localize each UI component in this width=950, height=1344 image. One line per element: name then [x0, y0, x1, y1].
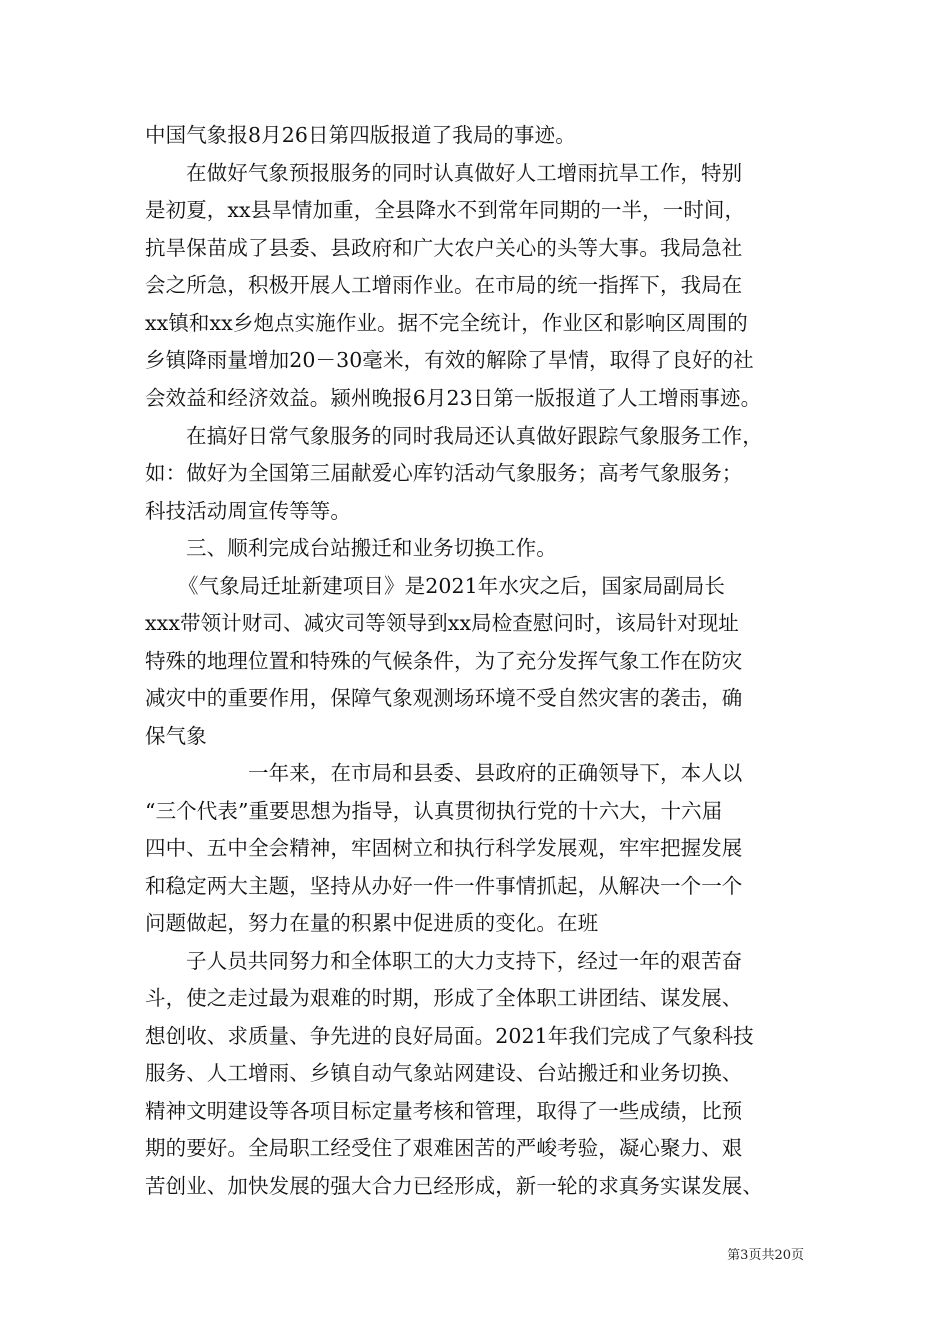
text-line-10: 如：做好为全国第三届献爱心库钓活动气象服务；高考气象服务；	[145, 461, 743, 485]
text-line-1: 中国气象报8月26日第四版报道了我局的事迹。	[145, 123, 576, 147]
section-heading: 三、顺利完成台站搬迁和业务切换工作。	[186, 536, 557, 560]
text-line-11: 科技活动周宣传等等。	[145, 499, 351, 523]
text-line-29: 苦创业、加快发展的强大合力已经形成，新一轮的求真务实谋发展、	[145, 1174, 763, 1198]
text-line-8: 会效益和经济效益。颍州晚报6月23日第一版报道了人工增雨事迹。	[145, 386, 762, 410]
text-line-6: xx镇和xx乡炮点实施作业。据不完全统计，作业区和影响区周围的	[145, 311, 748, 335]
text-line-2: 在做好气象预报服务的同时认真做好人工增雨抗旱工作，特别	[186, 161, 743, 185]
text-line-17: 保气象	[145, 724, 207, 748]
text-line-25: 想创收、求质量、争先进的良好局面。2021年我们完成了气象科技	[145, 1024, 754, 1048]
text-line-7: 乡镇降雨量增加20－30毫米，有效的解除了旱情，取得了良好的社	[145, 348, 754, 372]
text-line-26: 服务、人工增雨、乡镇自动气象站网建设、台站搬迁和业务切换、	[145, 1061, 743, 1085]
text-line-28: 期的要好。全局职工经受住了艰难困苦的严峻考验，凝心聚力、艰	[145, 1136, 743, 1160]
text-line-20: 四中、五中全会精神，牢固树立和执行科学发展观，牢牢把握发展	[145, 836, 743, 860]
text-line-9: 在搞好日常气象服务的同时我局还认真做好跟踪气象服务工作，	[186, 424, 763, 448]
text-line-19: “三个代表”重要思想为指导，认真贯彻执行党的十六大，十六届	[145, 799, 723, 823]
text-line-21: 和稳定两大主题，坚持从办好一件一件事情抓起，从解决一个一个	[145, 874, 743, 898]
text-line-22: 问题做起，努力在量的积累中促进质的变化。在班	[145, 911, 599, 935]
text-line-3: 是初夏，xx县旱情加重，全县降水不到常年同期的一半，一时间，	[145, 198, 746, 222]
text-line-15: 特殊的地理位置和特殊的气候条件，为了充分发挥气象工作在防灾	[145, 649, 743, 673]
text-line-5: 会之所急，积极开展人工增雨作业。在市局的统一指挥下，我局在	[145, 273, 743, 297]
text-line-24: 斗，使之走过最为艰难的时期，形成了全体职工讲团结、谋发展、	[145, 986, 743, 1010]
page-number-footer: 第3页共20页	[727, 1248, 804, 1263]
text-line-16: 减灾中的重要作用，保障气象观测场环境不受自然灾害的袭击，确	[145, 686, 743, 710]
text-line-4: 抗旱保苗成了县委、县政府和广大农户关心的头等大事。我局急社	[145, 236, 743, 260]
text-line-13: 《气象局迁址新建项目》是2021年水灾之后，国家局副局长	[178, 574, 725, 598]
text-line-27: 精神文明建设等各项目标定量考核和管理，取得了一些成绩，比预	[145, 1099, 743, 1123]
text-line-18: 一年来，在市局和县委、县政府的正确领导下，本人以	[248, 761, 743, 785]
text-line-14: xxx带领计财司、减灾司等领导到xx局检查慰问时，该局针对现址	[145, 611, 739, 635]
text-line-23: 子人员共同努力和全体职工的大力支持下，经过一年的艰苦奋	[186, 949, 743, 973]
